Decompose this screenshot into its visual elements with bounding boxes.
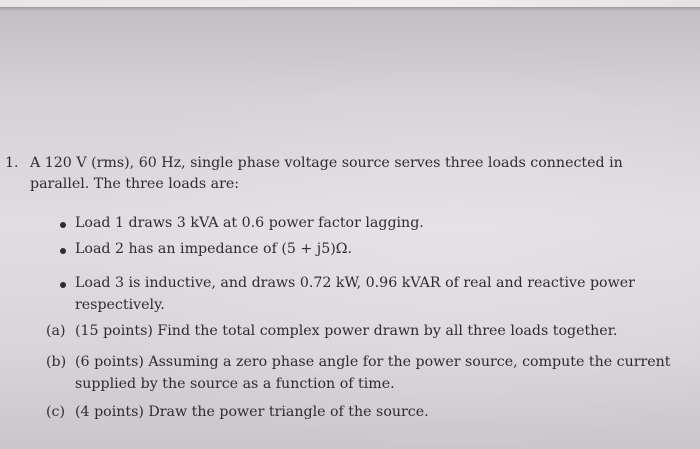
- load-3-item: Load 3 is inductive, and draws 0.72 kW, 0.96 kVAR of real and reactive power: [75, 275, 635, 291]
- bullet-icon: [60, 282, 66, 288]
- problem-intro-line-1: A 120 V (rms), 60 Hz, single phase voltage source serves three loads connected in: [30, 155, 623, 171]
- part-a-text: (15 points) Find the total complex power drawn by all three loads together.: [75, 323, 618, 339]
- part-b-text-continued: supplied by the source as a function of time.: [75, 376, 395, 392]
- bullet-icon: [60, 222, 66, 228]
- bullet-icon: [60, 248, 66, 254]
- part-c-label: (c): [46, 404, 66, 420]
- part-c-text: (4 points) Draw the power triangle of the source.: [75, 404, 429, 420]
- part-b-label: (b): [46, 354, 67, 370]
- part-a-label: (a): [46, 323, 66, 339]
- part-b-text: (6 points) Assuming a zero phase angle for the power source, compute the current: [75, 354, 671, 370]
- problem-number: 1.: [5, 155, 19, 171]
- load-2-item: Load 2 has an impedance of (5 + j5)Ω.: [75, 241, 353, 257]
- problem-intro-line-2: parallel. The three loads are:: [30, 176, 240, 192]
- load-1-item: Load 1 draws 3 kVA at 0.6 power factor lagging.: [75, 215, 424, 231]
- load-3-item-continued: respectively.: [75, 297, 165, 313]
